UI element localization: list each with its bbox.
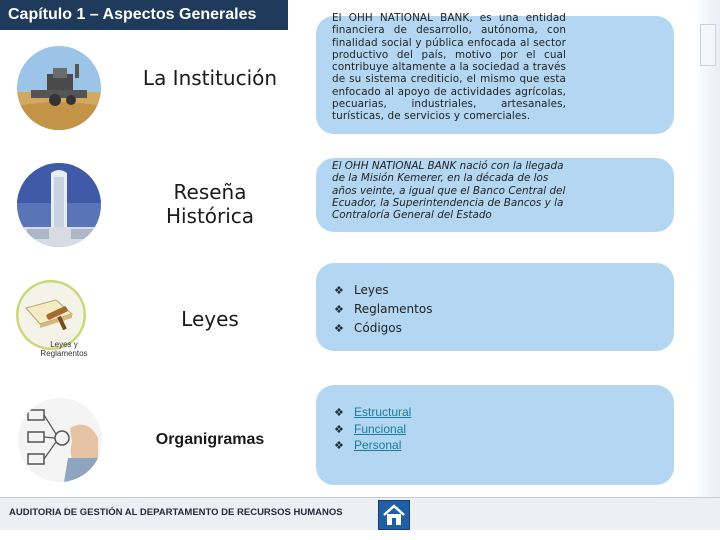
- leyes-image-caption: Leyes y Reglamentos: [40, 340, 88, 358]
- link-estructural[interactable]: Estructural: [354, 405, 412, 419]
- edge-square: [700, 24, 716, 66]
- list-item: [334, 281, 432, 300]
- list-item: [334, 438, 411, 455]
- list-item: [334, 319, 432, 338]
- diamond-bullet-icon: ❖: [334, 303, 344, 316]
- diamond-bullet-icon: ❖: [334, 440, 344, 452]
- diamond-bullet-icon: ❖: [334, 322, 344, 335]
- section-label-institucion: La Institución: [142, 66, 278, 90]
- right-edge-decoration: [694, 0, 720, 500]
- home-icon: [379, 501, 409, 529]
- link-personal[interactable]: Personal: [354, 438, 402, 452]
- home-button[interactable]: [378, 500, 410, 530]
- leyes-list: [334, 281, 432, 338]
- list-item-label: Reglamentos: [354, 302, 433, 316]
- slide-title: Capítulo 1 – Aspectos Generales: [0, 0, 288, 30]
- diamond-bullet-icon: ❖: [334, 407, 344, 419]
- org-chart-hand-image: [18, 398, 102, 482]
- section-label-leyes: Leyes: [181, 307, 239, 331]
- section-label-resena: Reseña Histórica: [165, 180, 255, 228]
- list-item: [334, 422, 411, 439]
- harvester-image: [17, 46, 101, 130]
- footer-text: AUDITORIA DE GESTIÓN AL DEPARTAMENTO DE RECURSOS HUMANOS: [9, 507, 343, 518]
- list-item-label: Códigos: [354, 321, 402, 335]
- tower-building-image: [17, 163, 101, 247]
- organigramas-list: [334, 405, 411, 455]
- diamond-bullet-icon: ❖: [334, 284, 344, 297]
- list-item-label: Leyes: [354, 283, 389, 297]
- institucion-text: El OHH NATIONAL BANK, es una entidad financiera de desarrollo, autónoma, con finalidad social y pública enfocada al sector productivo del país, motivo por el cual contribuye altamente a la sociedad a través de su sistema crediticio, el mismo que esta enfocado al apoyo de actividades agrícolas, pecuarias, industriales, artesanales, turísticas, de servicios y comerciales.: [332, 12, 566, 123]
- list-item: [334, 405, 411, 422]
- link-funcional[interactable]: Funcional: [354, 421, 407, 436]
- section-label-organigramas: Organigramas: [155, 431, 265, 448]
- diamond-bullet-icon: ❖: [334, 423, 344, 436]
- resena-text: El OHH NATIONAL BANK nació con la llegada de la Misión Kemerer, en la década de los años veinte, a igual que el Banco Central del Ecuador, la Superintendencia de Bancos y la Contraloría General del Estado: [332, 160, 566, 222]
- list-item: [334, 300, 432, 319]
